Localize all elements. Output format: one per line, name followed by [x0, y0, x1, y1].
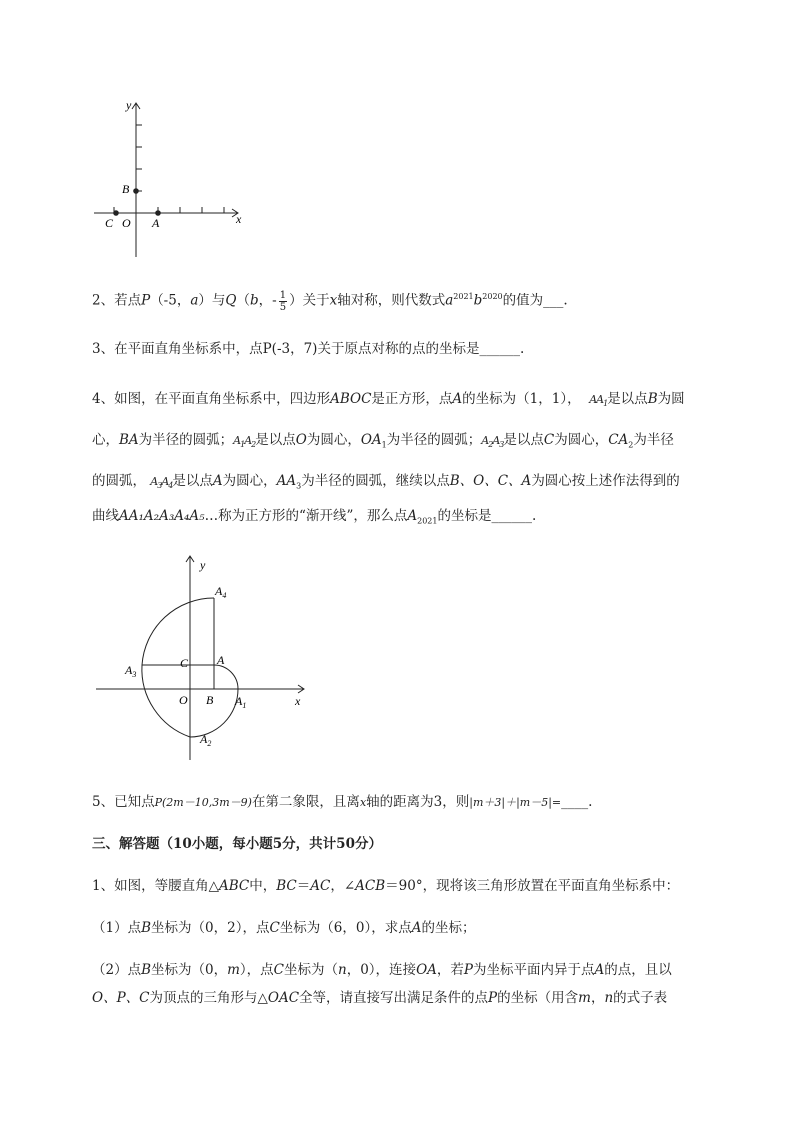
label-a: A: [152, 216, 160, 230]
problem-1-line-4: O、P、C为顶点的三角形与△OAC全等，请直接写出满足条件的点P的坐标（用含m，n的式子表: [92, 990, 668, 1006]
question-4-line-2: 心，BA为半径的圆弧；$A_1A_2$是以点O为圆心，$OA_1$为半径的圆弧；$A_2A_3$是以点C为圆心，$CA_2$为半径: [92, 430, 674, 456]
fraction-one-fifth: $\frac{1}{5}$: [279, 289, 287, 313]
question-5: 5、已知点P(2m－10,3m－9)在第二象限，且离x轴的距离为3，则|m＋3|＋|m－5|=____.: [92, 794, 593, 810]
figure-1-coordinate-plane: [88, 95, 258, 265]
question-4-line-3: 的圆弧， $A_3A_4$是以点A为圆心，$AA_3$为半径的圆弧，继续以点B、O、C、A为圆心按上述作法得到的: [92, 471, 680, 497]
x-label: x: [236, 212, 242, 226]
problem-1-line-3: （2）点B坐标为（0，m），点C坐标为（n，0），连接OA，若P为坐标平面内异于点A的点，且以: [92, 962, 672, 978]
question-4-line-1: 4、如图，在平面直角坐标系中，四边形ABOC是正方形，点A的坐标为（1，1）， $AA_1$是以点B为圆: [92, 389, 685, 414]
label-a4: $A_4$: [215, 584, 227, 600]
label-a2: $A_2$: [200, 732, 212, 748]
arc-a1-a2: [190, 689, 238, 737]
label-a3: $A_3$: [125, 663, 137, 679]
point-a: [155, 210, 161, 216]
arc-a2a3: $A_2A_3$: [481, 434, 504, 450]
label-a1: $A_1$: [235, 694, 247, 710]
problem-1-line-2: （1）点B坐标为（0，2），点C坐标为（6，0），求点A的坐标；: [92, 920, 476, 936]
arc-a3a4: $A_3A_4$: [150, 475, 173, 491]
label-c: C: [180, 656, 189, 670]
arc-a1a2: $A_1A_2$: [233, 434, 256, 450]
figure-2-involute: [90, 550, 320, 765]
question-4-line-4: 曲线AA₁A₂A₃A₄A₅…称为正方形的“渐开线”，那么点$A_{2021}$的坐标是______.: [92, 508, 537, 526]
question-2: 2、若点P（-5，a）与Q（b，- $\frac{1}{5}$ ）关于x轴对称，则代数式$a^{2021}b^{2020}$的值为___.: [92, 289, 568, 313]
label-o: O: [122, 216, 131, 230]
problem-1-line-1: 1、如图，等腰直角△ABC中，BC＝AC，∠ACB＝90°，现将该三角形放置在平面直角坐标系中：: [92, 878, 680, 894]
label-o: O: [179, 693, 188, 707]
x-label: x: [295, 694, 301, 708]
y-label: y: [200, 558, 206, 572]
point-b: [133, 188, 139, 194]
square-aboc: [190, 665, 214, 689]
arc-a-a1: [214, 665, 238, 689]
label-a: A: [217, 653, 225, 667]
y-label: y: [126, 98, 132, 112]
label-c: C: [105, 216, 114, 230]
label-b: B: [206, 693, 214, 707]
label-b: B: [122, 182, 130, 196]
question-3: 3、在平面直角坐标系中，点P(-3，7)关于原点对称的点的坐标是______.: [92, 341, 525, 357]
arc-a3-a4: [142, 598, 214, 665]
point-c: [113, 210, 119, 216]
arc-aa1: $AA_1$: [589, 393, 608, 409]
section-3-heading: 三、解答题（10小题，每小题5分，共计50分）: [92, 836, 382, 852]
